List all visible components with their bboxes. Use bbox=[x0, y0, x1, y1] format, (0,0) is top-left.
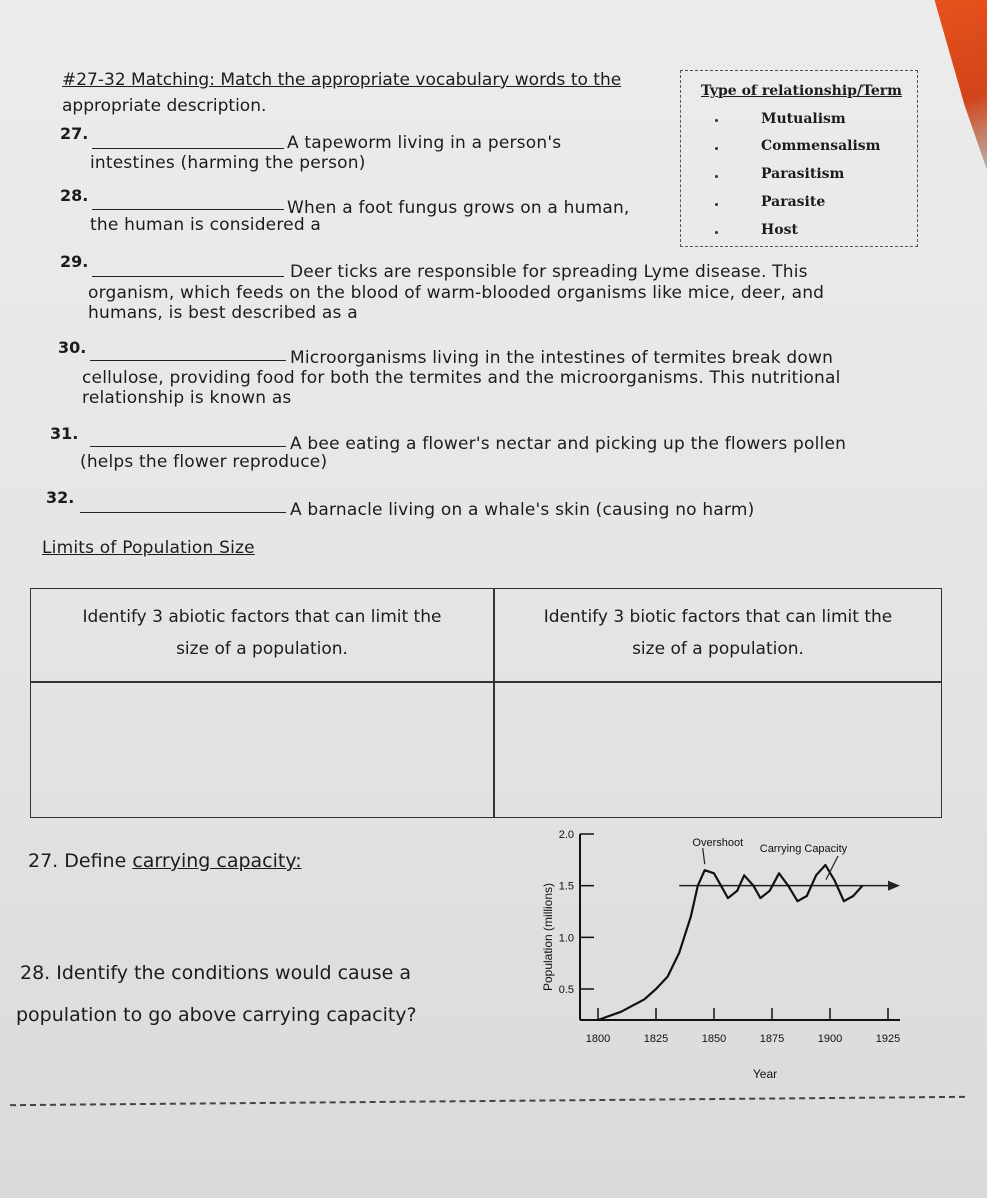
answer-blank[interactable] bbox=[92, 262, 284, 277]
question-28-line2: population to go above carrying capacity? bbox=[16, 1004, 417, 1026]
matching-heading-line2: appropriate description. bbox=[62, 96, 267, 116]
vocab-term: Host bbox=[761, 222, 798, 238]
item-number: 30. bbox=[58, 338, 87, 357]
bullet-dot bbox=[715, 203, 718, 206]
overshoot-pointer bbox=[703, 848, 705, 864]
vocab-term: Mutualism bbox=[761, 111, 846, 127]
abiotic-header bbox=[31, 589, 493, 682]
x-tick-label: 1875 bbox=[759, 1033, 785, 1045]
vocab-term: Parasite bbox=[761, 194, 826, 210]
matching-heading: #27-32 Matching: Match the appropriate vocabulary words to the bbox=[62, 70, 622, 90]
chart-ticks bbox=[559, 829, 901, 1045]
item-text: Deer ticks are responsible for spreading Lyme disease. This bbox=[290, 262, 808, 282]
bullet-dot bbox=[715, 147, 718, 150]
biotic-header-line1: Identify 3 biotic factors that can limit the bbox=[543, 607, 893, 627]
y-tick-label: 1.0 bbox=[558, 932, 574, 945]
y-axis-title: Population (millions) bbox=[541, 882, 555, 992]
item-number: 31. bbox=[50, 424, 79, 443]
x-tick-label: 1850 bbox=[701, 1033, 727, 1045]
question-27 bbox=[28, 850, 302, 872]
limits-heading: Limits of Population Size bbox=[42, 538, 255, 558]
item-text: A bee eating a flower's nectar and picking up the flowers pollen bbox=[290, 434, 847, 454]
vocabulary-box bbox=[680, 70, 918, 247]
item-number: 27. bbox=[60, 124, 89, 143]
item-text: (helps the flower reproduce) bbox=[80, 452, 328, 472]
x-tick-label: 1800 bbox=[585, 1033, 611, 1045]
item-text: Microorganisms living in the intestines of termites break down bbox=[290, 348, 834, 368]
x-tick-label: 1825 bbox=[643, 1033, 669, 1045]
vocab-term: Commensalism bbox=[761, 138, 881, 154]
x-tick-label: 1900 bbox=[817, 1033, 843, 1045]
bullet-dot bbox=[715, 119, 718, 122]
item-text: A barnacle living on a whale's skin (causing no harm) bbox=[290, 500, 755, 520]
question-28-line1: 28. Identify the conditions would cause a bbox=[20, 962, 412, 984]
answer-blank[interactable] bbox=[92, 134, 284, 149]
item-text: A tapeworm living in a person's bbox=[287, 133, 562, 153]
answer-blank[interactable] bbox=[92, 195, 284, 210]
x-tick-label: 1925 bbox=[875, 1033, 901, 1045]
biotic-header bbox=[495, 589, 941, 682]
question-27-term: carrying capacity: bbox=[132, 850, 302, 872]
item-text: intestines (harming the person) bbox=[90, 153, 366, 173]
vocab-term: Parasitism bbox=[761, 166, 845, 182]
item-text: relationship is known as bbox=[82, 388, 292, 408]
item-text: cellulose, providing food for both the termites and the microorganisms. This nutritional bbox=[82, 368, 841, 388]
abiotic-header-line1: Identify 3 abiotic factors that can limit the bbox=[82, 607, 442, 627]
item-text: humans, is best described as a bbox=[88, 303, 358, 323]
item-number: 28. bbox=[60, 186, 89, 205]
biotic-header-line2: size of a population. bbox=[632, 639, 804, 659]
answer-blank[interactable] bbox=[90, 346, 286, 361]
overshoot-label: Overshoot bbox=[692, 837, 744, 849]
question-27-prefix: 27. Define bbox=[28, 850, 133, 872]
biotic-answer-cell[interactable] bbox=[497, 684, 939, 814]
answer-blank[interactable] bbox=[90, 432, 286, 447]
item-number: 32. bbox=[46, 488, 75, 507]
answer-blank[interactable] bbox=[80, 498, 286, 513]
item-number: 29. bbox=[60, 252, 89, 271]
item-text: organism, which feeds on the blood of warm-blooded organisms like mice, deer, and bbox=[88, 283, 825, 303]
matching-heading-line1 bbox=[62, 70, 621, 90]
population-curve bbox=[598, 865, 863, 1020]
bullet-dot bbox=[715, 231, 718, 234]
item-text: the human is considered a bbox=[90, 215, 322, 235]
chart-series bbox=[598, 848, 900, 1020]
y-tick-label: 2.0 bbox=[558, 829, 574, 841]
abiotic-header-line2: size of a population. bbox=[176, 639, 348, 659]
vocab-box-title: Type of relationship/Term bbox=[701, 83, 902, 99]
y-tick-label: 1.5 bbox=[558, 880, 574, 893]
bullet-dot bbox=[715, 175, 718, 178]
table-column-divider bbox=[493, 589, 495, 817]
limiting-factors-table bbox=[30, 588, 942, 818]
item-text: When a foot fungus grows on a human, bbox=[287, 198, 630, 218]
carrying-capacity-label: Carrying Capacity bbox=[759, 843, 848, 855]
carrying-capacity-arrowhead bbox=[888, 881, 900, 891]
abiotic-answer-cell[interactable] bbox=[33, 684, 491, 814]
x-axis-title: Year bbox=[752, 1067, 778, 1081]
y-tick-label: 0.5 bbox=[558, 984, 574, 996]
table-row-divider bbox=[31, 681, 941, 683]
population-chart bbox=[530, 820, 910, 1090]
chart-axes bbox=[580, 834, 900, 1020]
